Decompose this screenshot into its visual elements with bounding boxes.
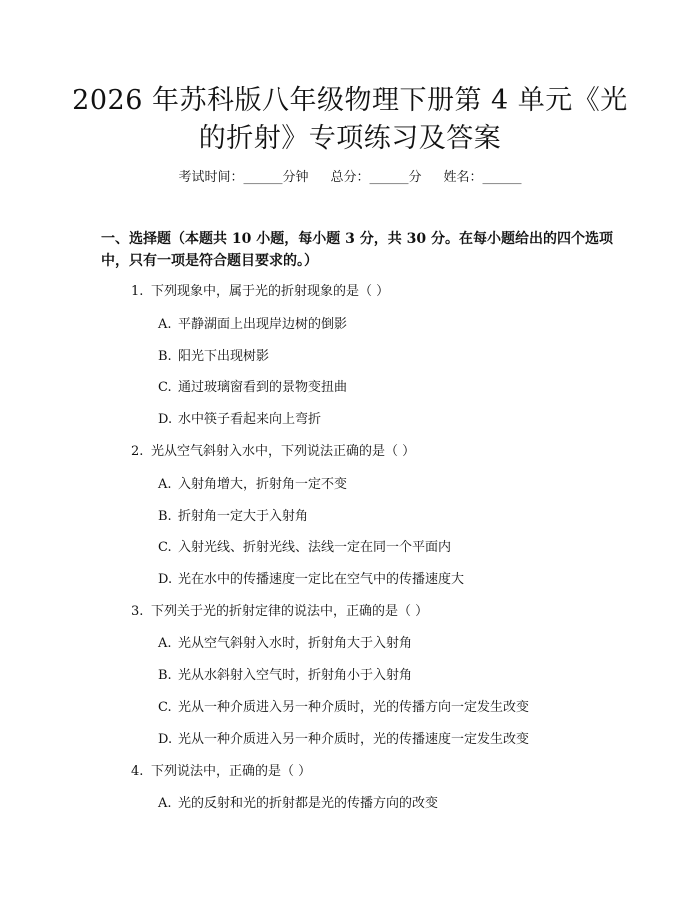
option-label: D. <box>158 412 173 427</box>
question-2-option-c <box>158 538 451 558</box>
question-text: 下列关于光的折射定律的说法中，正确的是（ ） <box>151 604 429 619</box>
student-name-label: 姓名：______ <box>443 170 522 185</box>
question-4 <box>131 762 311 782</box>
question-4-option-a <box>158 794 438 814</box>
option-text: 光从水斜射入空气时，折射角小于入射角 <box>178 668 413 683</box>
option-label: D. <box>158 732 173 747</box>
question-1-option-b <box>158 347 269 367</box>
question-3-option-b <box>158 666 412 686</box>
exam-meta <box>0 168 700 188</box>
title-line-1: 2026 年苏科版八年级物理下册第 4 单元《光 <box>72 85 628 116</box>
question-number: 1. <box>131 284 144 299</box>
option-text: 折射角一定大于入射角 <box>178 509 309 524</box>
option-label: C. <box>158 380 172 395</box>
question-3-option-d <box>158 730 529 750</box>
option-text: 阳光下出现树影 <box>178 349 270 364</box>
option-label: C. <box>158 540 172 555</box>
option-text: 通过玻璃窗看到的景物变扭曲 <box>178 380 348 395</box>
question-number: 2. <box>131 444 144 459</box>
total-score-label: 总分：______分 <box>330 170 422 185</box>
option-text: 光从一种介质进入另一种介质时，光的传播速度一定发生改变 <box>178 732 530 747</box>
question-number: 3. <box>131 604 144 619</box>
option-text: 水中筷子看起来向上弯折 <box>178 412 322 427</box>
option-text: 光的反射和光的折射都是光的传播方向的改变 <box>178 796 439 811</box>
option-text: 平静湖面上出现岸边树的倒影 <box>178 317 348 332</box>
option-label: A. <box>158 477 172 492</box>
option-text: 光从空气斜射入水时，折射角大于入射角 <box>178 636 413 651</box>
option-label: B. <box>158 349 172 364</box>
option-label: A. <box>158 636 172 651</box>
question-2-option-d <box>158 570 464 590</box>
question-text: 下列现象中，属于光的折射现象的是（ ） <box>151 284 390 299</box>
option-text: 入射光线、折射光线、法线一定在同一个平面内 <box>178 540 452 555</box>
option-label: A. <box>158 796 172 811</box>
question-3-option-a <box>158 634 412 654</box>
option-label: D. <box>158 572 173 587</box>
option-label: C. <box>158 700 172 715</box>
option-label: A. <box>158 317 172 332</box>
question-1-option-c <box>158 378 347 398</box>
option-text: 光在水中的传播速度一定比在空气中的传播速度大 <box>178 572 465 587</box>
question-1 <box>131 282 389 302</box>
question-3 <box>131 602 428 622</box>
question-1-option-a <box>158 315 347 335</box>
option-label: B. <box>158 509 172 524</box>
option-text: 光从一种介质进入另一种介质时，光的传播方向一定发生改变 <box>178 700 530 715</box>
exam-time-label: 考试时间：______分钟 <box>178 170 309 185</box>
question-text: 光从空气斜射入水中，下列说法正确的是（ ） <box>151 444 416 459</box>
question-text: 下列说法中，正确的是（ ） <box>151 764 312 779</box>
question-2 <box>131 442 415 462</box>
question-number: 4. <box>131 764 144 779</box>
title-line-2: 的折射》专项练习及答案 <box>198 123 502 154</box>
section-heading: 一、选择题（本题共 10 小题，每小题 3 分，共 30 分。在每小题给出的四个选项中，只有一项是符合题目要求的。） <box>101 231 613 269</box>
option-text: 入射角增大，折射角一定不变 <box>178 477 348 492</box>
question-2-option-a <box>158 475 347 495</box>
question-3-option-c <box>158 698 529 718</box>
question-2-option-b <box>158 507 308 527</box>
document-title <box>60 82 640 158</box>
question-1-option-d <box>158 410 321 430</box>
option-label: B. <box>158 668 172 683</box>
